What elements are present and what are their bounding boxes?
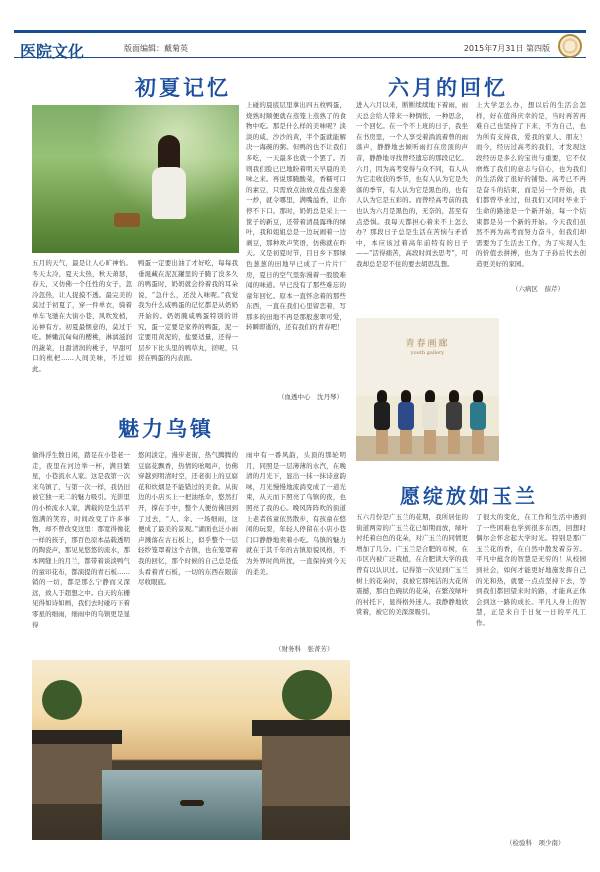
- article-early-summer-col1: 五月的天气，最是让人心旷神怡。冬天太冷，夏天太热，秋天萧瑟，春天，又仿佛一个任性的女子，忽冷忽热，让人捉摸不透。最完美的莫过于初夏了，穿一件单衣，骑着单车飞驰在大街小巷，风吹发梢，沁神有方。初夏最惬意的，莫过于吃。鲜嫩沉甸甸的樱桃，淋漓滋润的蔬菜，日甜清润的桃子，早甜可口的枇杷……人间美味，不过如此。: [32, 259, 132, 373]
- issue-date: 2015年7月31日 第四版: [463, 44, 550, 53]
- photo-wuzhen-water-town: [32, 660, 350, 840]
- title-jade-orchid: 愿绽放如玉兰: [400, 484, 538, 508]
- article-wuzhen-col3: 雨中有一番风韵，头顶的那轮明月，同照是一层薄薄的水汽，在晚清的月光下，显出一抹一抹诗意韵味，月光慢慢地流淌变成了一道光束，从天而下照亮了乌镇的夜，也照亮了我的心。晚风阵阵吹的街道上老者孩童依然散步，有孩童在悠闲的玩耍，年轻人停留在小店小巷门口静静地卖着小吃。乌镇的魅力就在于其千年的古镇原貌风格，不为外界时尚所扰，一直保持到今天的柔美。: [246, 451, 346, 576]
- article-wuzhen-col1: 偷得浮生数日闲，踏足在小巷老一走，夜里在河边举一杯，满目繁星，小巷流水人家。这是我第一次来乌镇了，与第一次一样，我仍旧被它独一无二的魅力吸引。光影里的小桥流水人家，满载的是生活平饱满的笑容，时间改变了许多事物，却不曾改变这里：那宽得像花一样的孩子，那百色原本品载透明的陶瓷声，那见见悠悠的流水，那本网缝上的月兰，都带着谈淡鸭气的童印花布，都演提的青石板……销的一切，都是那么宁静而又深远，致人于超想之中。白天的东栅见得如诗如画，我们去时碰巧下着零星的细雨，细雨中的乌镇更是显得: [32, 451, 130, 629]
- article-early-summer-col2: 鸭蛋一定要出油了才好吃，每每我垂涎藏在泥瓦罐里的子腌了没多久的鸭蛋时，奶奶就会拎着我的耳朵说，“急什么，还没入味呢。”我觉我为什么咸鸭蛋的记忆都是从奶奶开始的。奶奶腌咸鸭蛋特别的讲究，蛋一定要是家养的鸭蛋，泥一定要用黄泥的，盐要适量，还得一层步下比头里的鸭草丸，搓呢，只搓在鸭蛋的内表面。: [138, 259, 238, 363]
- article-june-col2: 上大学怎么办，想以后的生活会怎样，好在值得庆幸的是，当时再苦再难自己也坚持了下来，不为自己，也为所有支持我，爱我的家人、朋友！而今，经历过高考的我们，才发现这段经历是多么的宝贵与重要，它不仅磨炼了我们的意志与信心，也为我们的生活做了很好的铺垫。高考已不再是奋斗的结束，而是另一个开始，我们都曾毕业过，但我们又同时毕业于生命的路途是一个新开始，每一个结束都是另一个新的开始。今天我们虽然不再为高考而努力奋斗，但我们却需要为了生活去工作，为了实现人生的价值去拼搏，也为了子孙后代去创造更美好的家园。: [476, 101, 586, 268]
- photo-youth-gallery: [356, 318, 499, 461]
- article-june-signature: （六病区 薛芹）: [512, 285, 564, 293]
- article-june-col1: 进入六月以来，断断续续地下着雨，雨天总会给人带来一种惆怅，一种思念，一个回忆。在一个不上班的日子，我坐在书房里，一个人享受着淌流着曾的雨落声，静静地去倾听雨打在房顶的声音，静静地寻找曾经遗忘的那段记忆。六月，因为高考变得与众不同，有人从为它走收获的季节，也有人认为它是失落的季节，有人认为它是黑色的，也有人认为它是五彩的。而曾经高考前的我也认为六月是黑色的，无奈的，甚至有点恐惧。我每天都担心着来不上怎么办？那段日子总是生活在苦恼与矛盾中，本应该过着高年前特有的日子——“活得痛苦，高段时间去思考”，可我却总是忍不住的要去胡思乱想。: [356, 101, 468, 268]
- title-wuzhen: 魅力乌镇: [118, 417, 214, 441]
- article-wuzhen-col2: 悠闲淡定，漫步老街，热气腾腾的豆腐花飘香，热情的吆喝声，仿佛穿越到明清时空，还老街上的豆腐花和炊烟是不能错过的美食。从街边的小店买上一把油纸伞，悠然打开，撑在手中，整个人便仿佛回到了过去，“人、伞、一场细雨，这便成了最美的景观。”湖面也泛小雨声溅落在古石板上，似乎整个一层轻纱笼罩着这个古镇，也在笼罩着我的回忆，那个时候的自己总是低头看着青石板，一切的东西在眼前尽收眼底。: [138, 451, 238, 587]
- article-jade-orchid-col2: 了很大的变化，在工作和生活中遇到了一些困难也学到很多东西，回想时偶尔会怀念起大学时光。特别是那广玉兰花的香，在自然中散发着芬芳。平凡中蕴含的智慧是无穷的！从校园到社会，如何才能更好地施发挥自己的光和热，就要一点点坚持下去，等到我们都回望来时的路，才能真正体会到这一路的成长。平凡人身上的智慧，正是来自于日复一日的平凡工作。: [476, 513, 586, 627]
- article-jade-orchid-col1: 五六月份是广玉兰的花期，我所居住的街道两旁的广玉兰花已如期而放，绿叶衬托着白色的花朵，对广玉兰的同情更增加了几分。广玉兰是合肥的市树，在市区内被广泛栽植，在合肥读大学的我曾有以认识过。记得第一次见到广玉兰树上的花朵时，我被它那纯洁的大花所震撼，那白色碗状的花朵，在繁茂绿叶的衬托下，显得格外迷人。我静静地欣赏着，被它的美深深吸引。: [356, 513, 468, 617]
- editor-credit: 版面编辑：戴菊英: [124, 44, 188, 53]
- article-early-summer-signature: （血透中心 沈丹琴）: [278, 393, 343, 401]
- photo-girl-in-garden: [32, 105, 239, 253]
- photo-caption-en: youth gallery: [410, 350, 445, 356]
- article-jade-orchid-signature: （检验科 项少南）: [506, 839, 565, 847]
- title-early-summer: 初夏记忆: [135, 76, 231, 100]
- title-june: 六月的回忆: [388, 76, 508, 100]
- article-early-summer-col3: 上碰的晨底层里拿出四五枚鸭蛋，烧熟时顺便就在蒸笼上蒸熟了的食物中吃。那是什么样的美味呢？淡淡的咸，沙沙的黄，半个蛋就能解决一海碗的粥。但鸭的也不让我们多吃，一天最多也就一个罢了。否则我们脸已巴地盼着明天早晨的美味之来。再说那腌酸菜，香糯可口的素豆，只需放点油放点盐点葱姜一炒，就令哪里，满嘴溢香，让你停不下口。那时，奶奶总是采上一筐子的新豆，还带着清晨露珠的绿叶，我和姐姐总是一边玩闹着一边剥豆，那种欢声笑语，仿佛就在昨天。又是初夏时节，目日乡下那绿色葱葱的田地早已成了一片片厂房，夏日的空气里弥漫着一股股难闻的味道。早已没有了那些难忘的童年回忆。原本一直怀念着的那些东西，一直在我们心里留恋着，写那多的田地不再是那般葱翠可爱，转瞬即逝的，还有我们的青春吧！: [246, 101, 346, 332]
- page-header: [14, 30, 586, 61]
- column-name: 医院文化: [20, 42, 85, 61]
- article-wuzhen-signature: （财务科 张菁芳）: [275, 645, 334, 653]
- hospital-logo-icon: [558, 34, 582, 58]
- photo-caption: 青春画廊: [405, 339, 450, 349]
